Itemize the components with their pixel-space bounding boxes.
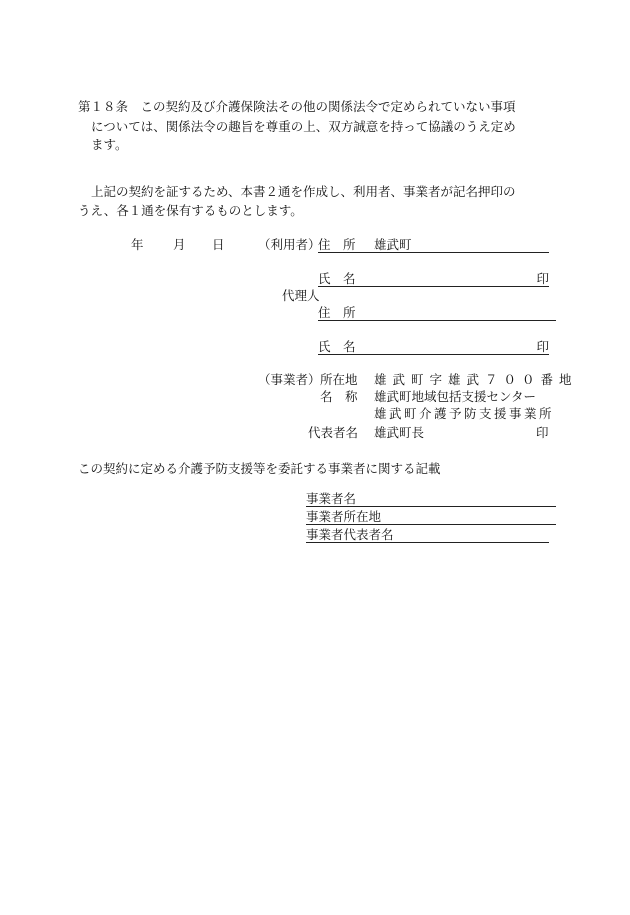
agent-seal: 印 [536, 339, 549, 354]
user-address-label: 住 所 [318, 237, 356, 252]
delegation-rep-line [306, 526, 549, 543]
delegation-rep-label: 事業者代表者名 [306, 527, 394, 542]
agent-name-label: 氏 名 [318, 339, 356, 354]
user-address-line [318, 236, 549, 253]
user-name-line [318, 270, 549, 287]
certification-line-1: 上記の契約を証するため、本書２通を作成し、利用者、事業者が記名押印の [91, 184, 516, 199]
provider-name-value-1: 雄武町地域包括支援センター [374, 389, 537, 404]
user-role-label: （利用者） [258, 237, 321, 252]
delegation-heading: この契約に定める介護予防支援等を委託する事業者に関する記載 [78, 461, 441, 476]
date-day-label: 日 [212, 237, 225, 252]
provider-rep-value: 雄武町長 [374, 425, 425, 440]
user-name-label: 氏 名 [318, 271, 356, 286]
provider-rep-label: 代表者名 [308, 425, 359, 440]
date-year-label: 年 [131, 237, 144, 252]
agent-address-label: 住 所 [318, 305, 356, 320]
article-18-line-1: 第１８条 この契約及び介護保険法その他の関係法令で定められていない事項 [78, 99, 516, 114]
provider-role-label: （事業者） [258, 372, 321, 387]
article-18-line-2: については、関係法令の趣旨を尊重の上、双方誠意を持って協議のうえ定め [91, 119, 516, 134]
provider-location-label: 所在地 [320, 372, 358, 387]
delegation-address-label: 事業者所在地 [306, 509, 382, 524]
user-seal: 印 [536, 271, 549, 286]
agent-address-line [318, 304, 556, 321]
delegation-name-label: 事業者名 [306, 491, 357, 506]
provider-seal: 印 [536, 425, 549, 440]
user-address-value: 雄武町 [374, 237, 412, 252]
article-18-line-3: ます。 [91, 137, 128, 152]
provider-location-value: 雄武町字雄武７００番地 [374, 372, 578, 387]
provider-name-value-2: 雄武町介護予防支援事業所 [374, 406, 555, 421]
certification-line-2: うえ、各１通を保有するものとします。 [78, 203, 303, 218]
delegation-name-line [306, 490, 556, 507]
delegation-address-line [306, 508, 556, 525]
date-month-label: 月 [173, 237, 186, 252]
agent-role-label: 代理人 [282, 288, 320, 303]
agent-name-line [318, 338, 549, 355]
provider-name-label: 名 称 [320, 389, 358, 404]
